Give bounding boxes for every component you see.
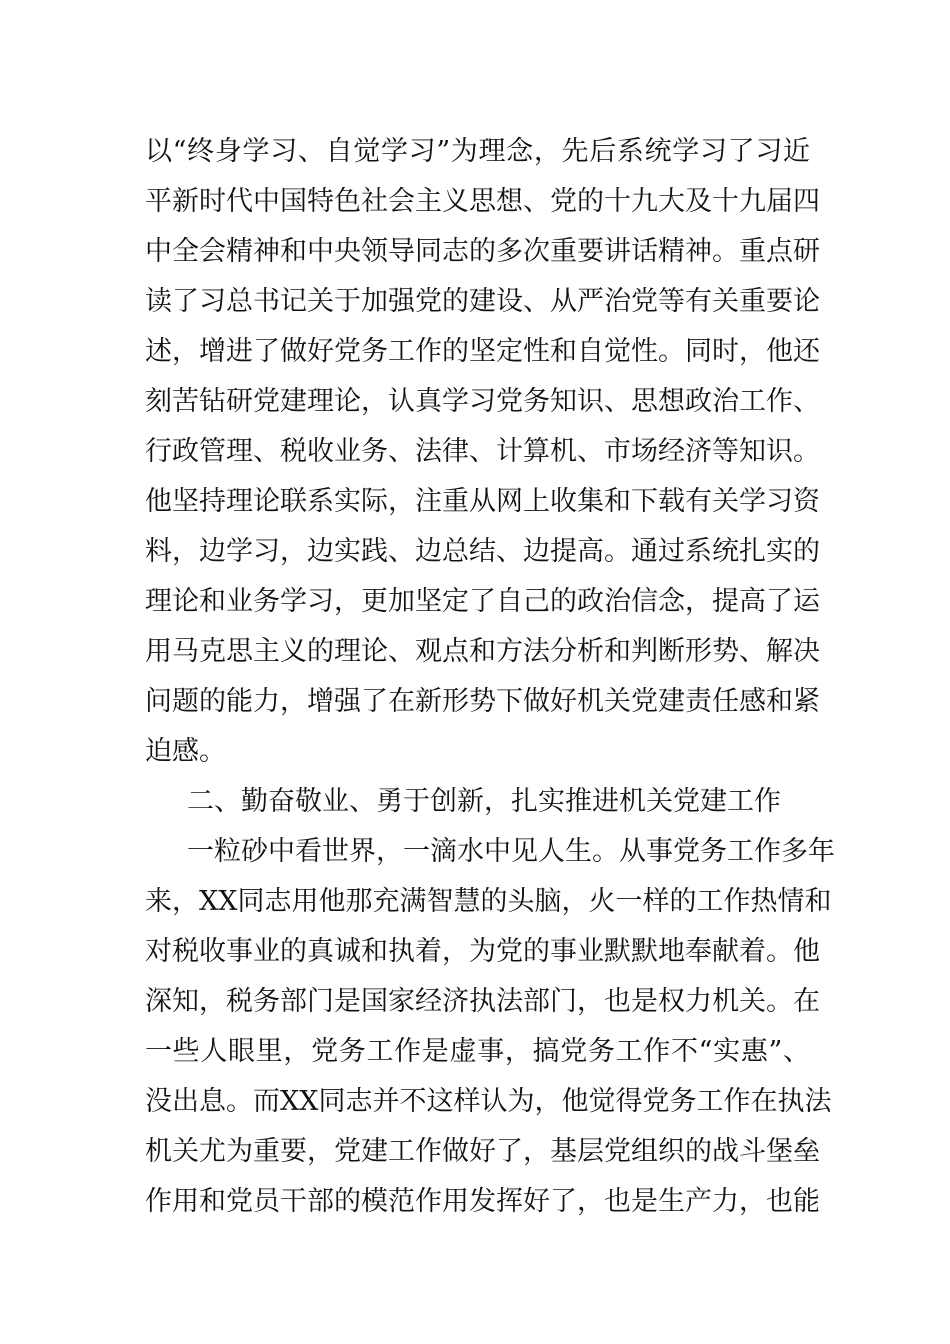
paragraph-line: 机关尤为重要，党建工作做好了，基层党组织的战斗堡垒 — [145, 1136, 820, 1167]
section-heading: 二、勤奋敬业、勇于创新，扎实推进机关党建工作 — [187, 786, 781, 817]
paragraph-line: 一粒砂中看世界，一滴水中见人生。从事党务工作多年 — [187, 836, 835, 867]
paragraph-line: 述，增进了做好党务工作的坚定性和自觉性。同时，他还 — [145, 336, 820, 367]
paragraph-line: 中全会精神和中央领导同志的多次重要讲话精神。重点研 — [145, 236, 820, 267]
paragraph-line: 没出息。而XX同志并不这样认为，他觉得党务工作在执法 — [145, 1086, 832, 1117]
paragraph-line: 来，XX同志用他那充满智慧的头脑，火一样的工作热情和 — [145, 886, 832, 917]
paragraph-line: 他坚持理论联系实际，注重从网上收集和下载有关学习资 — [145, 486, 820, 517]
paragraph-line: 平新时代中国特色社会主义思想、党的十九大及十九届四 — [145, 186, 820, 217]
paragraph-line: 深知，税务部门是国家经济执法部门，也是权力机关。在 — [145, 986, 820, 1017]
paragraph-line: 刻苦钻研党建理论，认真学习党务知识、思想政治工作、 — [145, 386, 820, 417]
paragraph-line: 料，边学习，边实践、边总结、边提高。通过系统扎实的 — [145, 536, 820, 567]
paragraph-line: 读了习总书记关于加强党的建设、从严治党等有关重要论 — [145, 286, 820, 317]
paragraph-line: 行政管理、税收业务、法律、计算机、市场经济等知识。 — [145, 436, 820, 467]
paragraph-line: 作用和党员干部的模范作用发挥好了，也是生产力，也能 — [145, 1186, 820, 1217]
paragraph-line: 用马克思主义的理论、观点和方法分析和判断形势、解决 — [145, 636, 820, 667]
paragraph-line: 一些人眼里，党务工作是虚事，搞党务工作不“实惠”、 — [145, 1036, 810, 1067]
paragraph-line: 理论和业务学习，更加坚定了自己的政治信念，提高了运 — [145, 586, 820, 617]
paragraph-line: 对税收事业的真诚和执着，为党的事业默默地奉献着。他 — [145, 936, 820, 967]
paragraph-line: 迫感。 — [145, 736, 226, 767]
paragraph-line: 问题的能力，增强了在新形势下做好机关党建责任感和紧 — [145, 686, 820, 717]
paragraph-line: 以“终身学习、自觉学习”为理念，先后系统学习了习近 — [145, 136, 810, 167]
